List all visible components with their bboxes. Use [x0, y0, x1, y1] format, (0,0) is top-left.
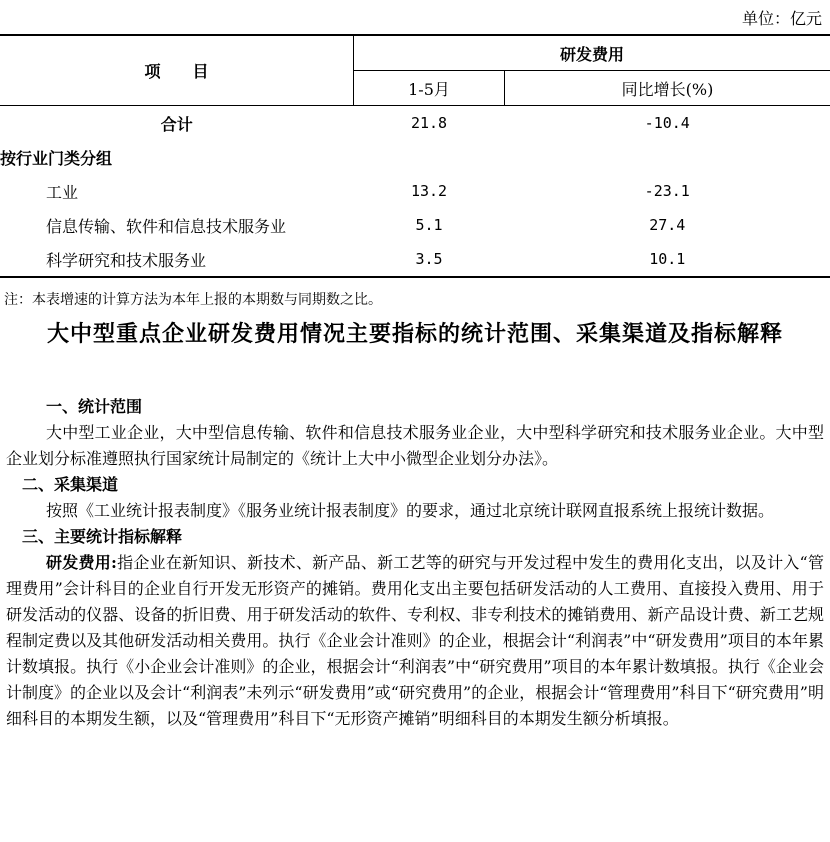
section-3-paragraph	[6, 550, 824, 732]
row-label: 信息传输、软件和信息技术服务业	[46, 216, 287, 236]
unit-label: 单位：亿元	[741, 9, 822, 28]
row-label: 工业	[46, 182, 79, 202]
table-row	[0, 242, 830, 277]
header-col2: 同比增长(%)	[505, 71, 830, 106]
explanation-body	[6, 394, 824, 732]
section-1-text: 大中型工业企业，大中型信息传输、软件和信息技术服务业企业，大中型科学研究和技术服务业企业。大中型企业划分标准遵照执行国家统计局制定的《统计上大中小微型企业划分办法》。	[6, 423, 824, 468]
header-col1: 1-5月	[354, 71, 505, 106]
table-row	[0, 208, 830, 242]
row-value-1: 13.2	[410, 182, 448, 200]
table-row	[0, 174, 830, 208]
row-label: 合计	[160, 114, 193, 134]
rd-expense-table	[0, 34, 830, 278]
row-label: 科学研究和技术服务业	[0, 242, 354, 277]
row-value-2: 10.1	[505, 242, 830, 277]
row-value-2: 27.4	[649, 216, 686, 234]
row-value-1	[354, 140, 505, 174]
table-row	[0, 106, 830, 141]
row-value-2: -23.1	[644, 182, 690, 200]
section-3-term: 研发费用:	[46, 553, 117, 572]
row-label: 按行业门类分组	[0, 148, 113, 168]
page-title: 大中型重点企业研发费用情况主要指标的统计范围、采集渠道及指标解释	[46, 321, 783, 347]
section-3-text: 指企业在新知识、新技术、新产品、新工艺等的研究与开发过程中发生的费用化支出，以及计入“管理费用”会计科目的企业自行开发无形资产的摊销。费用化支出主要包括研发活动的人工费用、直接投入费用、用于研发活动的仪器、设备的折旧费、用于研发活动的软件、专利权、非专利技术的摊销费用、新产品设计费、新工艺规程制定费以及其他研发活动相关费用。执行《企业会计准则》的企业，根据会计“利润表”中“研发费用”项目的本年累计数填报。执行《小企业会计准则》的企业，根据会计“利润表”中“研究费用”项目的本年累计数填报。执行《企业会计制度》的企业以及会计“利润表”未列示“研发费用”或“研究费用”的企业，根据会计“管理费用”科目下“研究费用”明细科目的本期发生额，以及“管理费用”科目下“无形资产摊销”明细科目的本期发生额分析填报。	[6, 553, 824, 728]
row-value-2	[505, 140, 830, 174]
table-header-row	[0, 35, 830, 71]
row-value-2: -10.4	[644, 114, 690, 132]
header-item: 项 目	[0, 35, 354, 106]
row-value-1: 3.5	[354, 242, 505, 277]
row-value-1: 5.1	[415, 216, 443, 234]
table-note: 注：本表增速的计算方法为本年上报的本期数与同期数之比。	[4, 292, 382, 308]
section-3-title: 三、主要统计指标解释	[22, 527, 183, 546]
header-group: 研发费用	[354, 35, 830, 71]
section-2-text: 按照《工业统计报表制度》《服务业统计报表制度》的要求，通过北京统计联网直报系统上报统计数据。	[46, 501, 775, 520]
table-row	[0, 140, 830, 174]
section-2-title: 二、采集渠道	[22, 475, 119, 494]
row-value-1: 21.8	[410, 114, 448, 132]
section-1-title: 一、统计范围	[46, 397, 143, 416]
